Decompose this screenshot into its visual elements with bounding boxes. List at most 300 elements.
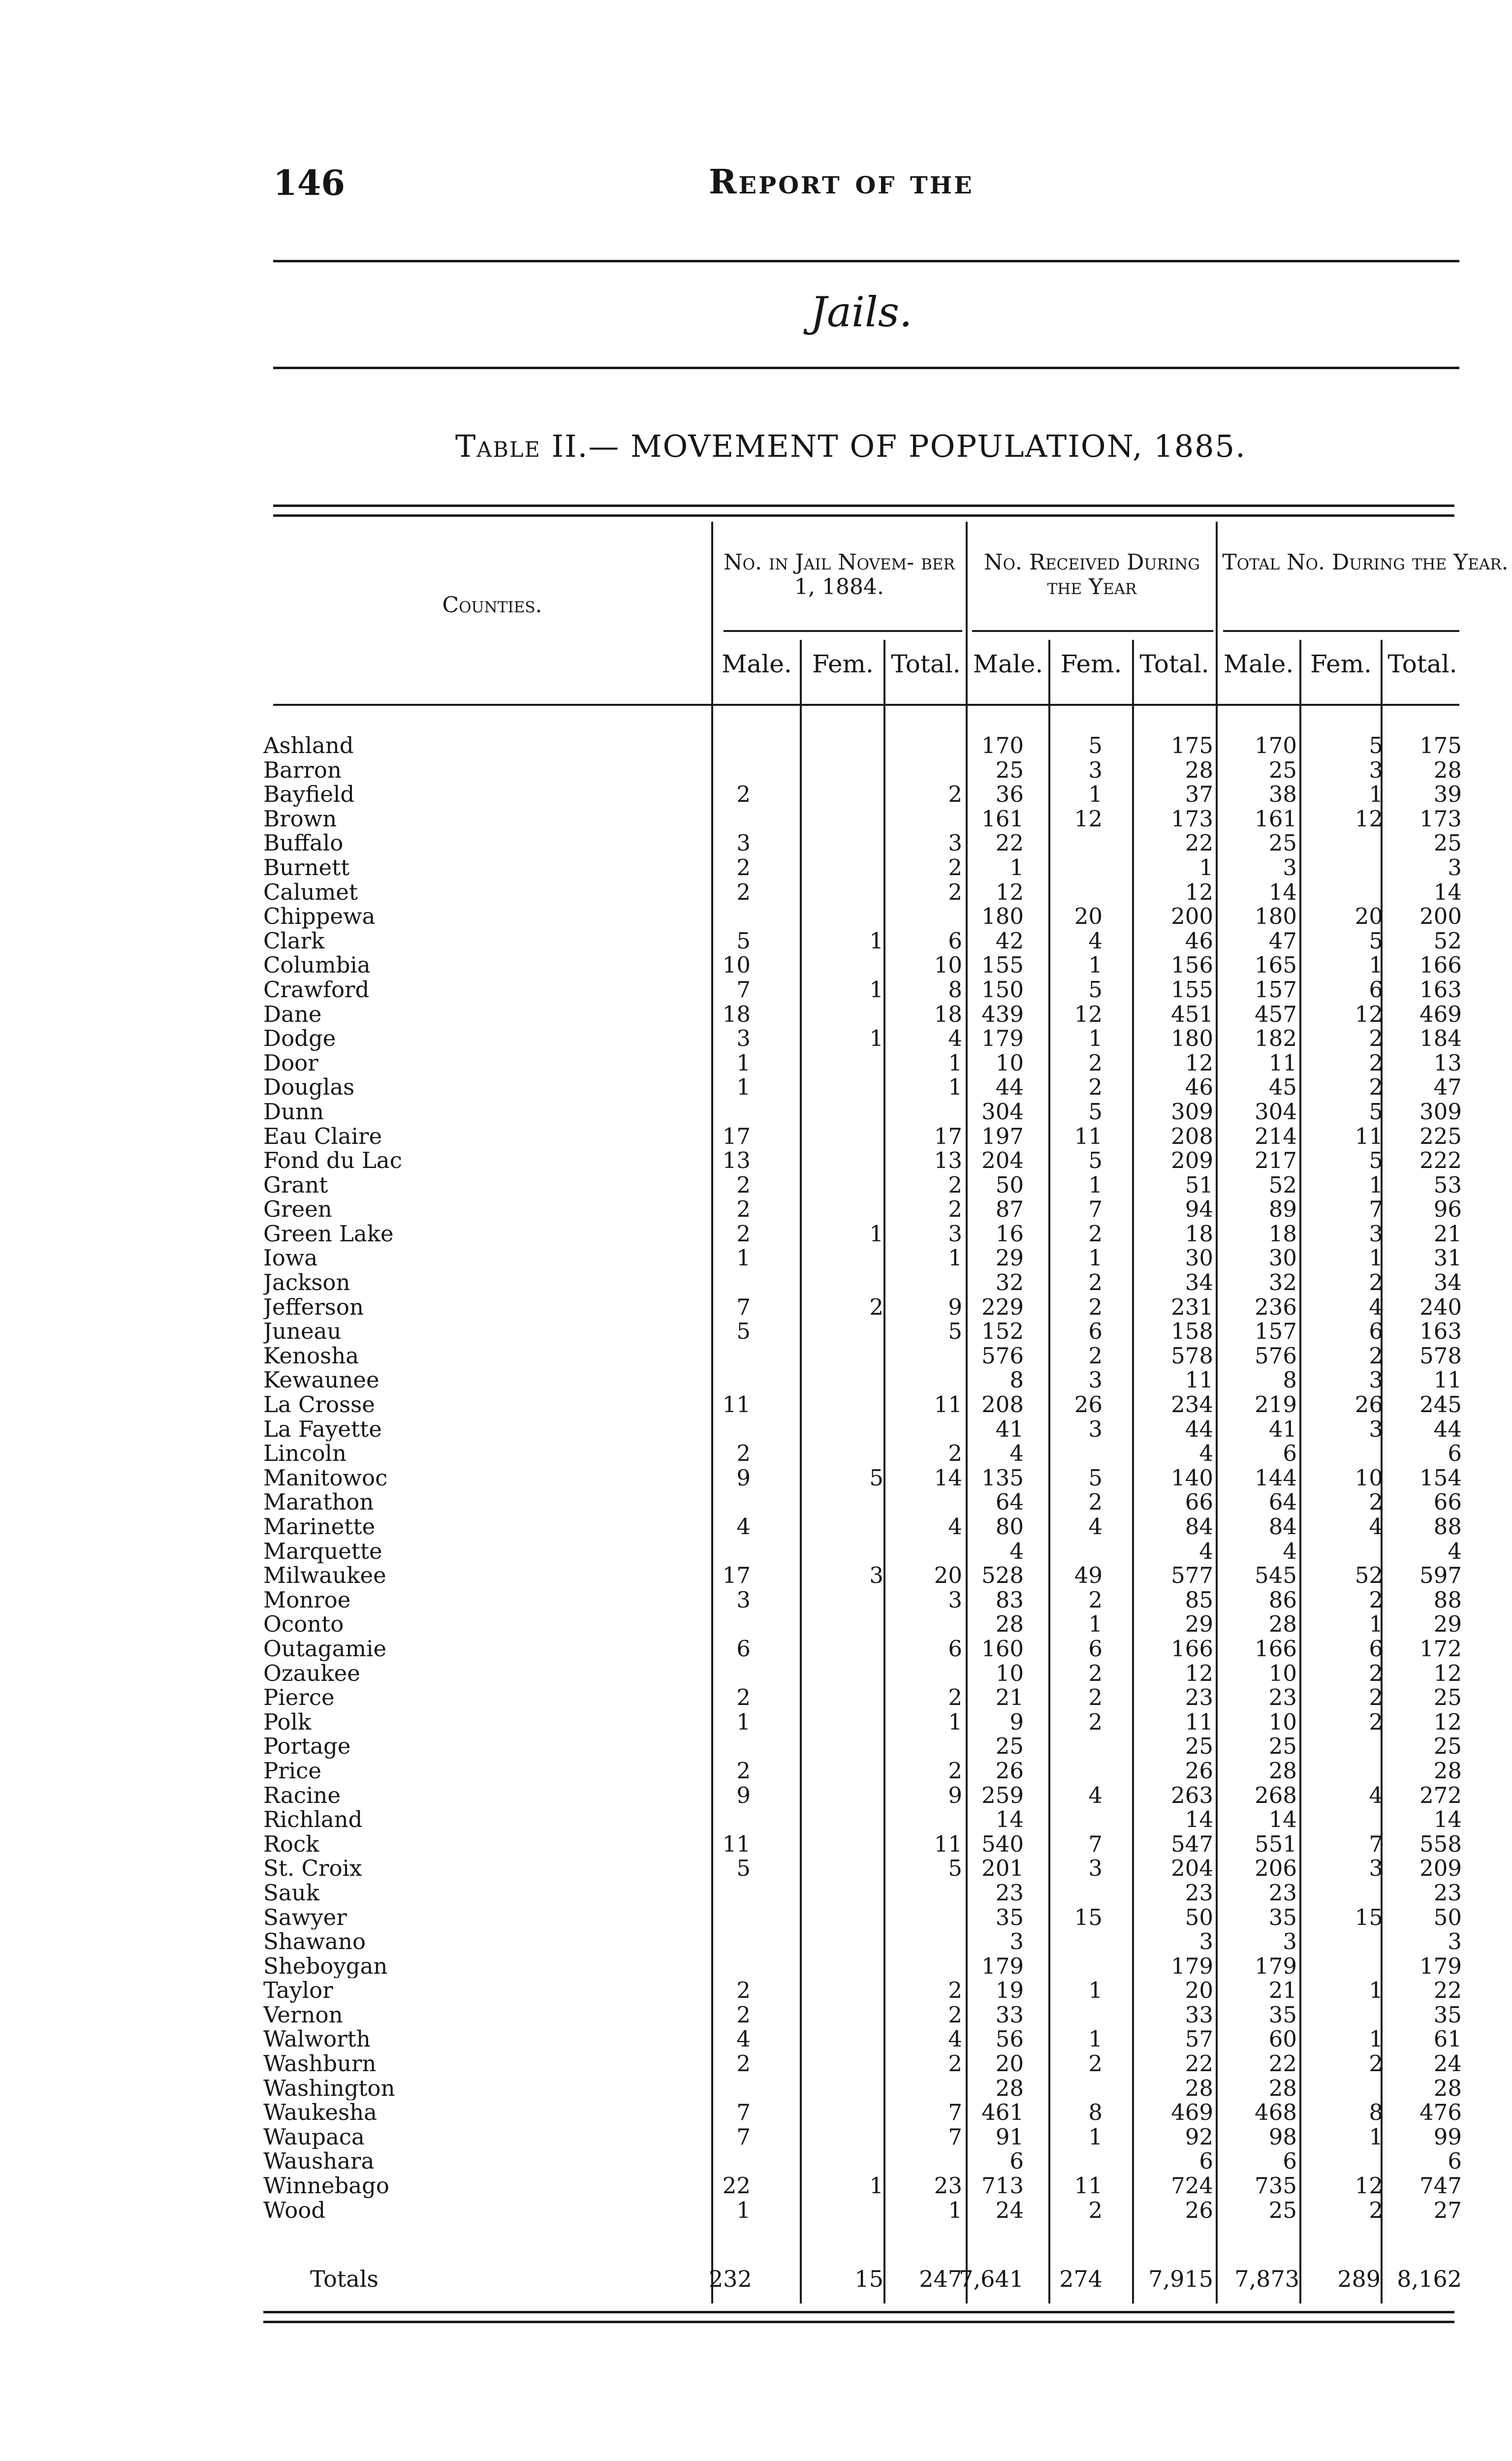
table-cell: 20	[1354, 903, 1383, 930]
table-cell: 12	[1074, 805, 1102, 832]
table-cell: 173	[1171, 805, 1213, 832]
table-cell: 26	[1354, 1391, 1383, 1418]
table-cell: 3	[736, 1025, 751, 1052]
table-cell: 57	[1185, 2026, 1213, 2052]
table-cell: 23	[1185, 1684, 1213, 1711]
table-cell: 457	[1255, 1001, 1297, 1027]
sub-header-total-3: Total.	[1387, 650, 1457, 678]
table-cell: 179	[981, 1953, 1024, 1979]
table-cell: 28	[1268, 1757, 1297, 1784]
table-cell: 21	[1268, 1977, 1297, 2004]
table-cell: 23	[1185, 1879, 1213, 1906]
table-cell: 2	[1088, 1684, 1102, 1711]
table-cell: 10	[722, 952, 751, 978]
table-cell: 1	[1369, 2026, 1383, 2052]
table-cell: 161	[1255, 805, 1297, 832]
table-cell: 30	[1268, 1245, 1297, 1271]
county-name: Manitowoc	[263, 1465, 388, 1490]
table-cell: 20	[1074, 903, 1102, 930]
county-name: Buffalo	[263, 831, 344, 855]
table-cell: 2	[736, 1684, 751, 1711]
table-cell: 184	[1419, 1025, 1462, 1052]
table-row	[263, 807, 1464, 831]
table-cell: 1	[736, 2197, 751, 2223]
table-cell: 13	[934, 1147, 962, 1174]
table-cell: 2	[948, 854, 962, 881]
table-cell: 20	[995, 2051, 1024, 2077]
totals-cell: 7,641	[959, 2266, 1024, 2292]
table-cell: 35	[1268, 2001, 1297, 2028]
table-cell: 4	[948, 1514, 962, 1540]
table-cell: 56	[995, 2026, 1024, 2052]
county-name: Douglas	[263, 1075, 355, 1100]
table-cell: 34	[1185, 1269, 1213, 1296]
table-cell: 4	[1199, 1440, 1213, 1467]
table-cell: 34	[1433, 1269, 1462, 1296]
table-cell: 4	[1009, 1538, 1024, 1564]
table-cell: 2	[1088, 1660, 1102, 1686]
table-cell: 166	[1419, 952, 1462, 978]
county-name: Barron	[263, 757, 342, 783]
table-cell: 5	[1369, 1098, 1383, 1125]
table-cell: 87	[995, 1196, 1024, 1223]
table-row	[263, 1881, 1464, 1905]
table-cell: 10	[1354, 1464, 1383, 1491]
county-name: Monroe	[263, 1587, 351, 1612]
table-cell: 551	[1255, 1830, 1297, 1857]
table-cell: 12	[1354, 805, 1383, 832]
table-cell: 160	[981, 1635, 1024, 1662]
table-cell: 7	[736, 2123, 751, 2150]
table-cell: 4	[1369, 1782, 1383, 1808]
table-cell: 12	[995, 879, 1024, 905]
table-cell: 3	[736, 830, 751, 856]
sub-header-male-3: Male.	[1223, 650, 1294, 678]
table-cell: 88	[1433, 1586, 1462, 1613]
county-name: Crawford	[263, 977, 370, 1002]
table-cell: 23	[1268, 1879, 1297, 1906]
table-cell: 10	[1268, 1660, 1297, 1686]
table-row	[263, 978, 1464, 1002]
totals-cell: 7,873	[1234, 2266, 1299, 2292]
table-bottom-rule-1	[263, 2311, 1454, 2313]
table-cell: 175	[1419, 732, 1462, 758]
table-cell: 64	[1268, 1489, 1297, 1515]
county-name: Clark	[263, 928, 325, 953]
totals-cell: 15	[854, 2266, 883, 2292]
table-row	[263, 855, 1464, 880]
table-row	[263, 1856, 1464, 1881]
table-cell: 304	[981, 1098, 1024, 1125]
table-cell: 179	[1171, 1953, 1213, 1979]
table-cell: 217	[1255, 1147, 1297, 1174]
table-cell: 46	[1185, 927, 1213, 954]
table-cell: 7	[736, 976, 751, 1003]
table-cell: 175	[1171, 732, 1213, 758]
table-row	[263, 1197, 1464, 1222]
table-row	[263, 1295, 1464, 1320]
table-cell: 2	[1088, 2197, 1102, 2223]
county-name: Calumet	[263, 880, 358, 905]
table-cell: 6	[1369, 1635, 1383, 1662]
table-cell: 3	[1283, 854, 1297, 881]
table-cell: 2	[1369, 1025, 1383, 1052]
table-cell: 26	[995, 1757, 1024, 1784]
table-cell: 28	[1185, 2075, 1213, 2101]
county-name: Jackson	[263, 1270, 350, 1295]
county-name: Shawano	[263, 1929, 366, 1954]
table-cell: 309	[1171, 1098, 1213, 1125]
table-cell: 23	[1268, 1684, 1297, 1711]
table-cell: 1	[869, 1025, 883, 1052]
table-cell: 200	[1419, 903, 1462, 930]
county-name: Milwaukee	[263, 1563, 386, 1588]
table-cell: 1	[1088, 1611, 1102, 1638]
table-cell: 1	[1009, 854, 1024, 881]
table-cell: 5	[948, 1318, 962, 1345]
table-cell: 5	[736, 927, 751, 954]
table-cell: 2	[948, 1977, 962, 2004]
table-cell: 17	[722, 1562, 751, 1589]
table-cell: 1	[869, 2173, 883, 2199]
county-name: Ashland	[263, 733, 354, 758]
table-bottom-rule-2	[263, 2321, 1454, 2323]
table-row	[263, 1075, 1464, 1100]
table-cell: 209	[1171, 1147, 1213, 1174]
table-row	[263, 1514, 1464, 1539]
county-name: Green Lake	[263, 1221, 394, 1246]
sub-header-male-1: Male.	[722, 650, 792, 678]
table-cell: 225	[1419, 1123, 1462, 1149]
table-cell: 5	[1088, 1464, 1102, 1491]
county-name: Winnebago	[263, 2174, 389, 2198]
table-cell: 2	[1369, 1074, 1383, 1101]
table-cell: 2	[1088, 1269, 1102, 1296]
table-cell: 28	[995, 2075, 1024, 2101]
table-row	[263, 1344, 1464, 1368]
table-cell: 1	[736, 1708, 751, 1735]
table-cell: 2	[1369, 1269, 1383, 1296]
table-cell: 1	[736, 1245, 751, 1271]
county-name: Dunn	[263, 1099, 324, 1124]
table-cell: 170	[981, 732, 1024, 758]
table-row	[263, 1466, 1464, 1490]
table-cell: 23	[934, 2173, 962, 2199]
running-head: Report of the	[709, 162, 974, 202]
table-cell: 9	[948, 1294, 962, 1320]
table-cell: 268	[1255, 1782, 1297, 1808]
table-cell: 1	[1088, 1171, 1102, 1198]
table-cell: 85	[1185, 1586, 1213, 1613]
table-cell: 2	[736, 854, 751, 881]
county-name: Richland	[263, 1807, 363, 1832]
table-cell: 3	[1369, 757, 1383, 783]
table-cell: 15	[1074, 1904, 1102, 1930]
table-title	[455, 428, 1246, 464]
table-cell: 15	[1354, 1904, 1383, 1930]
table-cell: 26	[1185, 2197, 1213, 2223]
table-cell: 35	[995, 1904, 1024, 1930]
table-row	[263, 880, 1464, 905]
table-cell: 222	[1419, 1147, 1462, 1174]
table-cell: 152	[981, 1318, 1024, 1345]
table-row	[263, 1417, 1464, 1442]
county-name: Polk	[263, 1709, 312, 1735]
table-cell: 2	[1088, 1586, 1102, 1613]
table-cell: 20	[1185, 1977, 1213, 2004]
county-name: Marathon	[263, 1490, 374, 1514]
table-cell: 2	[948, 1757, 962, 1784]
table-cell: 17	[934, 1123, 962, 1149]
table-cell: 11	[722, 1830, 751, 1857]
table-cell: 2	[869, 1294, 883, 1320]
table-cell: 5	[1088, 976, 1102, 1003]
table-cell: 4	[1009, 1440, 1024, 1467]
table-cell: 156	[1171, 952, 1213, 978]
table-cell: 545	[1255, 1562, 1297, 1589]
table-cell: 10	[934, 952, 962, 978]
totals-cell: 232	[709, 2266, 752, 2292]
table-cell: 161	[981, 805, 1024, 832]
table-cell: 7	[1369, 1196, 1383, 1223]
table-cell: 208	[1171, 1123, 1213, 1149]
table-cell: 5	[869, 1464, 883, 1491]
table-row	[263, 1441, 1464, 1466]
table-cell: 50	[1433, 1904, 1462, 1930]
table-cell: 179	[981, 1025, 1024, 1052]
county-name: Wood	[263, 2198, 326, 2223]
table-cell: 50	[1185, 1904, 1213, 1930]
table-cell: 86	[1268, 1586, 1297, 1613]
county-name: Green	[263, 1197, 332, 1222]
table-cell: 12	[1074, 1001, 1102, 1027]
table-cell: 25	[1433, 1733, 1462, 1760]
table-cell: 1	[1369, 1245, 1383, 1271]
top-rule	[273, 260, 1459, 262]
table-cell: 44	[1433, 1416, 1462, 1442]
county-name: Oconto	[263, 1612, 344, 1637]
county-name: Marquette	[263, 1539, 382, 1564]
table-cell: 13	[1433, 1049, 1462, 1076]
table-top-rule-2	[273, 514, 1454, 517]
table-cell: 99	[1433, 2123, 1462, 2150]
table-cell: 11	[934, 1391, 962, 1418]
table-cell: 6	[1369, 1318, 1383, 1345]
table-cell: 49	[1074, 1562, 1102, 1589]
table-cell: 3	[948, 1586, 962, 1613]
table-cell: 5	[736, 1855, 751, 1882]
table-cell: 272	[1419, 1782, 1462, 1808]
table-cell: 208	[981, 1391, 1024, 1418]
table-cell: 206	[1255, 1855, 1297, 1882]
table-cell: 263	[1171, 1782, 1213, 1808]
header-bottom-rule	[273, 704, 1459, 706]
table-cell: 197	[981, 1123, 1024, 1149]
table-cell: 1	[1199, 854, 1213, 881]
table-cell: 35	[1433, 2001, 1462, 2028]
table-cell: 1	[1369, 2123, 1383, 2150]
table-cell: 94	[1185, 1196, 1213, 1223]
table-row	[263, 758, 1464, 783]
table-cell: 38	[1268, 781, 1297, 808]
table-cell: 30	[1185, 1245, 1213, 1271]
table-cell: 2	[1369, 1586, 1383, 1613]
table-cell: 1	[1088, 952, 1102, 978]
table-cell: 25	[1268, 757, 1297, 783]
table-cell: 1	[948, 1245, 962, 1271]
table-row	[263, 2076, 1464, 2101]
table-cell: 6	[1009, 2148, 1024, 2175]
table-cell: 204	[981, 1147, 1024, 1174]
table-row	[263, 1929, 1464, 1954]
table-cell: 4	[1283, 1538, 1297, 1564]
table-cell: 204	[1171, 1855, 1213, 1882]
county-name: Sauk	[263, 1880, 319, 1905]
table-row	[263, 1368, 1464, 1392]
table-cell: 14	[1433, 1806, 1462, 1833]
table-cell: 92	[1185, 2123, 1213, 2150]
table-cell: 2	[1088, 1049, 1102, 1076]
table-cell: 36	[995, 781, 1024, 808]
table-cell: 1	[736, 1074, 751, 1101]
totals-cell: 247	[919, 2266, 962, 2292]
table-cell: 2	[948, 1171, 962, 1198]
table-cell: 2	[736, 1757, 751, 1784]
table-cell: 2	[948, 879, 962, 905]
table-cell: 5	[1369, 927, 1383, 954]
table-cell: 12	[1433, 1660, 1462, 1686]
table-cell: 23	[995, 1879, 1024, 1906]
table-cell: 2	[948, 2001, 962, 2028]
table-row	[263, 2174, 1464, 2198]
table-cell: 44	[995, 1074, 1024, 1101]
table-cell: 52	[1354, 1562, 1383, 1589]
table-cell: 6	[1199, 2148, 1213, 2175]
group1-header: No. in Jail Novem- ber 1, 1884.	[724, 550, 955, 599]
table-cell: 13	[722, 1147, 751, 1174]
table-top-rule-1	[273, 505, 1454, 507]
table-cell: 11	[1433, 1367, 1462, 1393]
table-cell: 747	[1419, 2173, 1462, 2199]
table-cell: 22	[1268, 2051, 1297, 2077]
table-cell: 5	[1088, 1147, 1102, 1174]
totals-cell: 8,162	[1397, 2266, 1462, 2292]
table-cell: 12	[1354, 2173, 1383, 2199]
table-row	[263, 953, 1464, 978]
table-cell: 578	[1171, 1342, 1213, 1369]
county-name: La Fayette	[263, 1417, 382, 1442]
table-cell: 2	[736, 1196, 751, 1223]
table-cell: 6	[1369, 976, 1383, 1003]
table-cell: 25	[1268, 1733, 1297, 1760]
table-cell: 234	[1171, 1391, 1213, 1418]
table-cell: 28	[1185, 757, 1213, 783]
county-name: Bayfield	[263, 782, 355, 807]
table-cell: 9	[948, 1782, 962, 1808]
table-cell: 5	[736, 1318, 751, 1345]
table-cell: 3	[1199, 1928, 1213, 1955]
table-cell: 1	[869, 927, 883, 954]
table-cell: 2	[736, 781, 751, 808]
table-cell: 28	[1268, 1611, 1297, 1638]
table-cell: 1	[948, 1708, 962, 1735]
table-cell: 4	[736, 1514, 751, 1540]
table-cell: 11	[1268, 1049, 1297, 1076]
table-row	[263, 1539, 1464, 1564]
table-cell: 231	[1171, 1294, 1213, 1320]
table-cell: 2	[948, 1684, 962, 1711]
table-cell: 158	[1171, 1318, 1213, 1345]
county-name: Kenosha	[263, 1343, 359, 1368]
table-row	[263, 1392, 1464, 1417]
table-cell: 84	[1268, 1514, 1297, 1540]
county-name: Grant	[263, 1172, 328, 1198]
table-cell: 25	[1433, 1684, 1462, 1711]
county-name: Rock	[263, 1831, 319, 1857]
county-name: Pierce	[263, 1685, 335, 1710]
table-body	[263, 733, 1464, 2222]
table-cell: 16	[995, 1220, 1024, 1247]
table-cell: 46	[1185, 1074, 1213, 1101]
county-name: Outagamie	[263, 1636, 387, 1661]
table-cell: 52	[1268, 1171, 1297, 1198]
section-rule	[273, 367, 1459, 369]
table-cell: 32	[995, 1269, 1024, 1296]
table-cell: 439	[981, 1001, 1024, 1027]
table-row	[263, 1124, 1464, 1149]
counties-header: Counties.	[442, 593, 542, 618]
table-cell: 33	[1185, 2001, 1213, 2028]
table-row	[263, 1832, 1464, 1857]
table-cell: 6	[1088, 1318, 1102, 1345]
group-underline-2	[972, 630, 1213, 632]
table-cell: 259	[981, 1782, 1024, 1808]
table-cell: 2	[1088, 1342, 1102, 1369]
table-cell: 2	[1088, 1489, 1102, 1515]
group2-header: No. Received During the Year	[984, 550, 1200, 599]
table-cell: 2	[1369, 1342, 1383, 1369]
table-cell: 12	[1185, 1660, 1213, 1686]
county-name: Fond du Lac	[263, 1148, 402, 1173]
table-cell: 173	[1419, 805, 1462, 832]
county-name: Racine	[263, 1783, 341, 1808]
table-cell: 468	[1255, 2099, 1297, 2126]
table-row	[263, 1954, 1464, 1979]
table-cell: 1	[869, 1220, 883, 1247]
table-cell: 209	[1419, 1855, 1462, 1882]
table-cell: 5	[948, 1855, 962, 1882]
table-cell: 12	[1185, 1049, 1213, 1076]
table-title-text: — MOVEMENT OF POPULATION, 1885.	[588, 428, 1246, 464]
table-cell: 11	[1185, 1367, 1213, 1393]
section-title: Jails.	[810, 288, 913, 336]
table-row	[263, 2125, 1464, 2149]
totals-cell: 274	[1059, 2266, 1102, 2292]
county-name: Portage	[263, 1734, 351, 1759]
table-cell: 576	[981, 1342, 1024, 1369]
table-cell: 14	[1268, 1806, 1297, 1833]
table-row	[263, 1710, 1464, 1735]
county-name: Sawyer	[263, 1905, 347, 1930]
table-cell: 20	[934, 1562, 962, 1589]
table-cell: 11	[1074, 2173, 1102, 2199]
table-row	[263, 1905, 1464, 1930]
county-name: Juneau	[263, 1319, 342, 1344]
table-cell: 3	[1369, 1220, 1383, 1247]
table-label: Table II.	[455, 428, 589, 464]
table-cell: 50	[995, 1171, 1024, 1198]
table-row	[263, 1051, 1464, 1075]
